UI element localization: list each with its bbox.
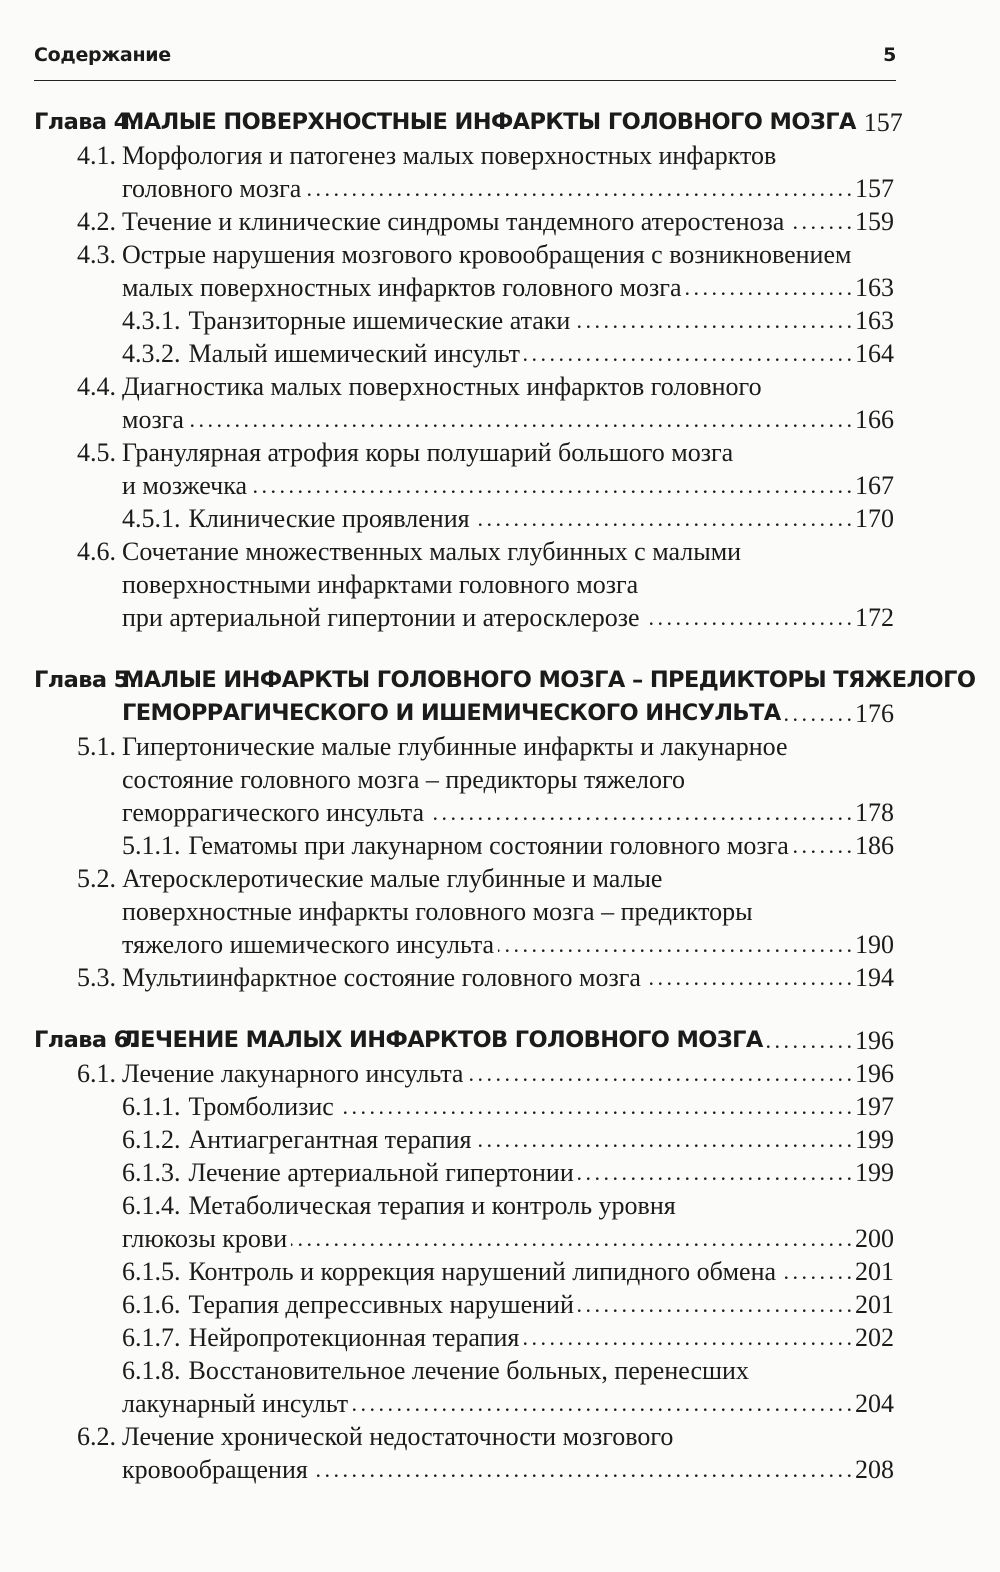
page-ref: 163 (855, 306, 894, 335)
page-ref: 204 (855, 1389, 894, 1418)
toc-entry-6-2[interactable] (34, 1420, 894, 1486)
entry-text: малых поверхностных инфарктов головного мозга (122, 273, 682, 302)
toc-entry-4-3[interactable] (34, 238, 894, 304)
toc-entry-6-1-2[interactable] (34, 1123, 894, 1156)
page-header (34, 44, 896, 74)
page-ref: 208 (855, 1455, 894, 1484)
toc-entry-6-1-6[interactable] (34, 1288, 894, 1321)
entry-text: кровообращения (122, 1455, 308, 1484)
chapter-heading[interactable] (34, 1024, 894, 1057)
entry-text: лакунарный инсульт (122, 1389, 349, 1418)
entry-number: 5.3. (77, 963, 116, 992)
leader-dots (338, 1090, 851, 1123)
leader-dots (476, 1123, 852, 1156)
leader-dots (780, 1255, 851, 1288)
entry-number: 4.5. (77, 438, 116, 467)
entry-number: 6.1.3. (122, 1158, 181, 1187)
toc-entry-4-4[interactable] (34, 370, 894, 436)
page-ref: 163 (855, 273, 894, 302)
entry-text: и мозжечка (122, 471, 248, 500)
leader-dots (523, 1321, 851, 1354)
entry-text: мозга (122, 405, 184, 434)
page-ref: 194 (855, 963, 894, 992)
entry-text: состояние головного мозга – предикторы тяжелого (122, 765, 686, 794)
leader-dots (767, 1024, 851, 1057)
entry-text: Терапия депрессивных нарушений (188, 1290, 574, 1319)
page-ref: 196 (855, 1026, 894, 1055)
entry-number: 5.1.1. (122, 831, 181, 860)
toc-entry-4-3-2[interactable] (34, 337, 894, 370)
chapter-title: ГЕМОРРАГИЧЕСКОГО И ИШЕМИЧЕСКОГО ИНСУЛЬТА (122, 700, 781, 726)
toc-entry-4-6[interactable] (34, 535, 894, 634)
toc-entry-6-1-1[interactable] (34, 1090, 894, 1123)
chapter-heading[interactable] (34, 664, 976, 730)
leader-dots (312, 1453, 851, 1486)
entry-text: Восстановительное лечение больных, перенесших (188, 1356, 749, 1385)
entry-text: Метаболическая терапия и контроль уровня (188, 1191, 676, 1220)
entry-number: 4.4. (77, 372, 116, 401)
chapter-label: Глава 5. (34, 667, 137, 693)
leader-dots (645, 961, 851, 994)
toc-entry-5-1[interactable] (34, 730, 894, 829)
entry-text: Контроль и коррекция нарушений липидного обмена (188, 1257, 777, 1286)
leader-dots (474, 502, 851, 535)
entry-number: 4.3. (77, 240, 116, 269)
page-ref: 199 (855, 1125, 894, 1154)
entry-text: Гипертонические малые глубинные инфаркты и лакунарное (122, 732, 788, 761)
page-number: 5 (883, 44, 896, 66)
leader-dots (578, 1288, 851, 1321)
leader-dots (785, 697, 851, 730)
running-title: Содержание (34, 44, 171, 66)
page-ref: 199 (855, 1158, 894, 1187)
entry-number: 4.5.1. (122, 504, 181, 533)
entry-text: Антиагрегантная терапия (188, 1125, 472, 1154)
entry-text: Морфология и патогенез малых поверхностных инфарктов (122, 141, 777, 170)
toc-entry-6-1-8[interactable] (34, 1354, 894, 1420)
entry-text: Атеросклеротические малые глубинные и малые (122, 864, 663, 893)
entry-number: 6.1.2. (122, 1125, 181, 1154)
entry-text: глюкозы крови (122, 1224, 288, 1253)
entry-text: Транзиторные ишемические атаки (188, 306, 571, 335)
toc-entry-4-5[interactable] (34, 436, 894, 502)
toc-entry-5-2[interactable] (34, 862, 894, 961)
page-ref: 159 (855, 207, 894, 236)
entry-text: Малый ишемический инсульт (188, 339, 520, 368)
leader-dots (644, 601, 851, 634)
page-ref: 196 (855, 1059, 894, 1088)
entry-number: 6.2. (77, 1422, 116, 1451)
leader-dots (251, 469, 851, 502)
page-ref: 197 (855, 1092, 894, 1121)
entry-text: Лечение артериальной гипертонии (188, 1158, 574, 1187)
chapter-title: ЛЕЧЕНИЕ МАЛЫХ ИНФАРКТОВ ГОЛОВНОГО МОЗГА (122, 1027, 763, 1053)
toc-entry-4-2[interactable] (34, 205, 894, 238)
header-rule (34, 80, 896, 81)
leader-dots (578, 1156, 851, 1189)
chapter-label: Глава 6. (34, 1027, 137, 1053)
chapter-6 (34, 1024, 894, 1486)
entry-text: головного мозга (122, 174, 302, 203)
leader-dots (793, 829, 851, 862)
entry-number: 6.1.4. (122, 1191, 181, 1220)
toc-entry-4-3-1[interactable] (34, 304, 894, 337)
entry-text: Гранулярная атрофия коры полушарий большого мозга (122, 438, 734, 467)
leader-dots (524, 337, 851, 370)
entry-number: 4.6. (77, 537, 116, 566)
entry-number: 6.1. (77, 1059, 116, 1088)
entry-number: 6.1.6. (122, 1290, 181, 1319)
entry-number: 6.1.8. (122, 1356, 181, 1385)
entry-number: 4.1. (77, 141, 116, 170)
chapter-title: МАЛЫЕ ПОВЕРХНОСТНЫЕ ИНФАРКТЫ ГОЛОВНОГО МОЗГА (122, 109, 856, 135)
chapter-heading[interactable] (34, 106, 903, 139)
page-ref: 172 (855, 603, 894, 632)
page-ref: 202 (855, 1323, 894, 1352)
page-ref: 157 (863, 108, 903, 137)
leader-dots (291, 1222, 851, 1255)
entry-text: Сочетание множественных малых глубинных с малыми (122, 537, 742, 566)
toc-entry-6-1[interactable] (34, 1057, 894, 1090)
page-ref: 201 (855, 1257, 894, 1286)
entry-number: 4.2. (77, 207, 116, 236)
leader-dots (352, 1387, 851, 1420)
entry-text: тяжелого ишемического инсульта (122, 930, 495, 959)
page-ref: 164 (855, 339, 894, 368)
page-ref: 201 (855, 1290, 894, 1319)
entry-text: Диагностика малых поверхностных инфарктов головного (122, 372, 762, 401)
leader-dots (305, 172, 851, 205)
leader-dots (188, 403, 851, 436)
chapter-label: Глава 4. (34, 109, 137, 135)
page-ref: 190 (855, 930, 894, 959)
leader-dots (498, 928, 851, 961)
toc-entry-6-1-5[interactable] (34, 1255, 894, 1288)
table-of-contents (34, 106, 976, 1516)
page-ref: 157 (855, 174, 894, 203)
toc-entry-6-1-7[interactable] (34, 1321, 894, 1354)
toc-entry-5-1-1[interactable] (34, 829, 894, 862)
entry-text: Лечение лакунарного инсульта (122, 1059, 464, 1088)
chapter-4 (34, 106, 903, 634)
entry-number: 6.1.7. (122, 1323, 181, 1352)
entry-text: Нейропротекционная терапия (188, 1323, 520, 1352)
page-ref: 167 (855, 471, 894, 500)
entry-number: 5.2. (77, 864, 116, 893)
entry-text: Лечение хронической недостаточности мозгового (122, 1422, 674, 1451)
chapter-title: МАЛЫЕ ИНФАРКТЫ ГОЛОВНОГО МОЗГА – ПРЕДИКТОРЫ ТЯЖЕЛОГО (122, 667, 976, 693)
toc-entry-4-1[interactable] (34, 139, 894, 205)
page-ref: 176 (855, 699, 894, 728)
entry-number: 5.1. (77, 732, 116, 761)
entry-text: Клинические проявления (188, 504, 470, 533)
leader-dots (428, 796, 851, 829)
entry-text: Течение и клинические синдромы тандемного атеростеноза (122, 207, 785, 236)
leader-dots (467, 1057, 851, 1090)
page-ref: 186 (855, 831, 894, 860)
entry-text: при артериальной гипертонии и атеросклерозе (122, 603, 640, 632)
page-ref: 166 (855, 405, 894, 434)
entry-text: геморрагического инсульта (122, 798, 425, 827)
entry-text: Тромболизис (188, 1092, 334, 1121)
entry-number: 6.1.5. (122, 1257, 181, 1286)
page-ref: 170 (855, 504, 894, 533)
entry-number: 4.3.2. (122, 339, 181, 368)
leader-dots (574, 304, 851, 337)
chapter-5 (34, 664, 976, 994)
page-ref: 200 (855, 1224, 894, 1253)
toc-entry-5-3[interactable] (34, 961, 894, 994)
entry-text: Мультиинфарктное состояние головного мозга (122, 963, 641, 992)
toc-entry-6-1-3[interactable] (34, 1156, 894, 1189)
entry-number: 4.3.1. (122, 306, 181, 335)
entry-text: Острые нарушения мозгового кровообращения с возникновением (122, 240, 852, 269)
entry-number: 6.1.1. (122, 1092, 181, 1121)
entry-text: Гематомы при лакунарном состоянии головного мозга (188, 831, 789, 860)
page-ref: 178 (855, 798, 894, 827)
leader-dots (788, 205, 851, 238)
toc-entry-4-5-1[interactable] (34, 502, 894, 535)
leader-dots (686, 271, 852, 304)
entry-text: поверхностные инфаркты головного мозга – предикторы (122, 897, 753, 926)
entry-text: поверхностными инфарктами головного мозга (122, 570, 639, 599)
toc-entry-6-1-4[interactable] (34, 1189, 894, 1255)
